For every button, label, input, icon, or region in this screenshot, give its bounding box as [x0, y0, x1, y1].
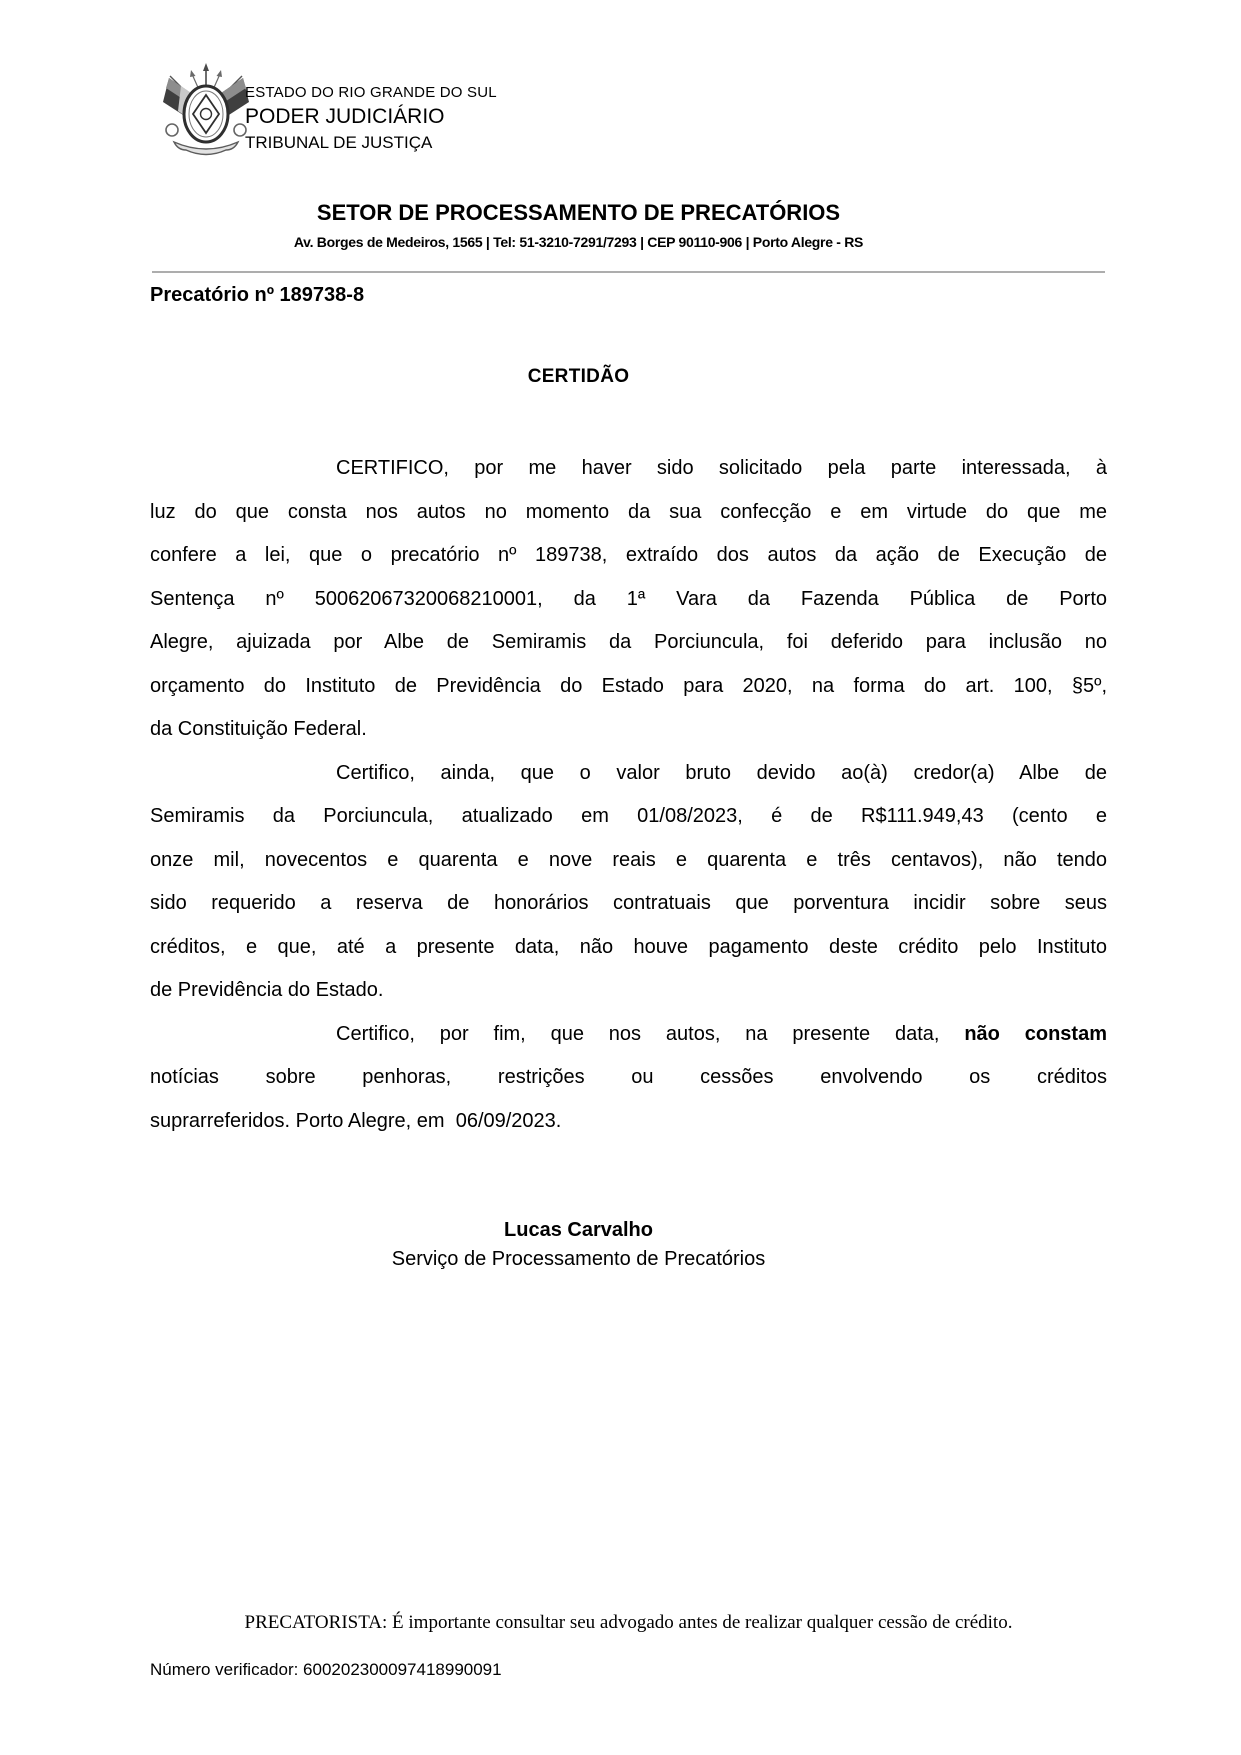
paragraph-line: Certifico, ainda, que o valor bruto devido ao(à) credor(a) Albe de	[336, 761, 1107, 784]
institution-header	[245, 82, 497, 156]
document-body	[150, 447, 1107, 1143]
paragraph-line: luz do que consta nos autos no momento da sua confecção e em virtude do que me	[150, 500, 1107, 523]
paragraph-line: da Constituição Federal.	[150, 718, 367, 740]
paragraph-line: suprarreferidos. Porto Alegre, em 06/09/2023.	[150, 1109, 562, 1132]
document-title: CERTIDÃO	[527, 366, 630, 387]
paragraph-line: Semiramis da Porciuncula, atualizado em 01/08/2023, é de R$111.949,43 (cento e	[150, 805, 1107, 827]
coat-of-arms-icon	[156, 62, 256, 162]
court-name: TRIBUNAL DE JUSTIÇA	[245, 133, 433, 152]
verifier-number: Número verificador: 600202300097418990091	[150, 1660, 502, 1679]
precatorio-reference: Precatório nº 189738-8	[150, 284, 365, 306]
paragraph-line: Sentença nº 50062067320068210001, da 1ª Vara da Fazenda Pública de Porto	[150, 587, 1107, 610]
paragraph-line: confere a lei, que o precatório nº 189738, extraído dos autos da ação de Execução de	[150, 544, 1107, 566]
precatorista-notice: PRECATORISTA: É importante consultar seu advogado antes de realizar qualquer cessão de crédito.	[244, 1612, 1013, 1633]
paragraph-line: CERTIFICO, por me haver sido solicitado pela parte interessada, à	[336, 457, 1107, 479]
sector-address: Av. Borges de Medeiros, 1565 | Tel: 51-3210-7291/7293 | CEP 90110-906 | Porto Alegre - RS	[293, 234, 864, 250]
paragraph-line: orçamento do Instituto de Previdência do Estado para 2020, na forma do art. 100, §5º,	[150, 674, 1107, 697]
paragraph-line: Certifico, por fim, que nos autos, na presente data, não constam	[336, 1022, 1107, 1045]
paragraph-line: de Previdência do Estado.	[150, 979, 384, 1001]
signer-name: Lucas Carvalho	[504, 1219, 653, 1241]
paragraph-line: onze mil, novecentos e quarenta e nove reais e quarenta e três centavos), não tendo	[150, 848, 1107, 871]
header-divider	[152, 271, 1105, 273]
signature-block	[150, 1216, 1007, 1274]
paragraph-line: créditos, e que, até a presente data, não houve pagamento deste crédito pelo Instituto	[150, 935, 1107, 958]
sector-title: SETOR DE PROCESSAMENTO DE PRECATÓRIOS	[316, 200, 841, 225]
paragraph-line: Alegre, ajuizada por Albe de Semiramis da Porciuncula, foi deferido para inclusão no	[150, 631, 1107, 653]
paragraph-line: sido requerido a reserva de honorários contratuais que porventura incidir sobre seus	[150, 892, 1107, 914]
state-name: ESTADO DO RIO GRANDE DO SUL	[245, 84, 497, 101]
paragraph-line: notícias sobre penhoras, restrições ou cessões envolvendo os créditos	[150, 1066, 1107, 1088]
branch-name: PODER JUDICIÁRIO	[245, 105, 445, 128]
signer-role: Serviço de Processamento de Precatórios	[391, 1248, 766, 1270]
